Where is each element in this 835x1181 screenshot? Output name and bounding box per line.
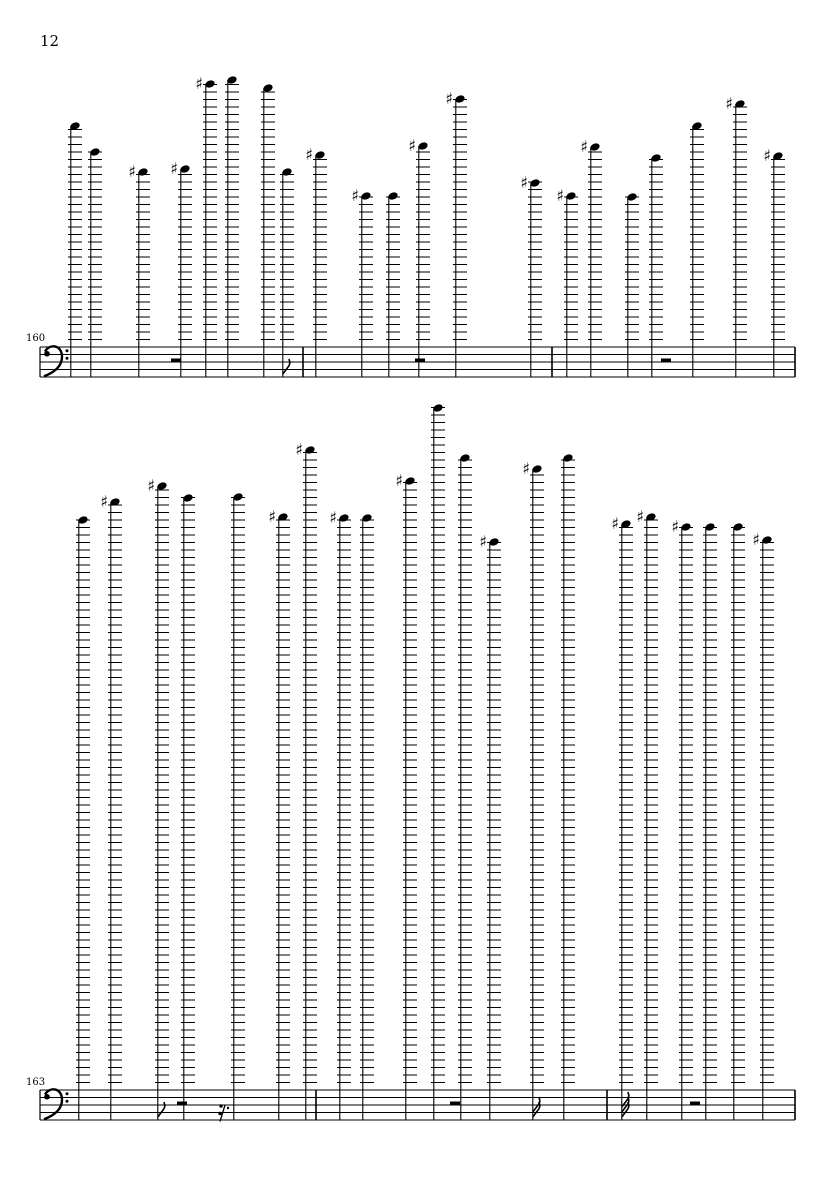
note [671,517,693,1120]
bass-clef-curve [44,346,62,376]
sharp-accidental: ♯ [636,507,644,526]
note [731,522,745,1120]
augmentation-dot [227,1107,229,1109]
bass-clef-dot [66,349,69,352]
sharp-accidental: ♯ [556,186,564,205]
note [181,493,195,1120]
sharp-accidental: ♯ [100,492,108,511]
sharp-accidental: ♯ [351,186,359,205]
sharp-accidental: ♯ [295,440,303,459]
bass-clef-curve [44,1089,62,1119]
note [225,75,239,377]
note [88,147,102,377]
bass-clef-dot [66,1092,69,1095]
note [76,515,90,1120]
half-rest [450,1102,460,1106]
bass-clef-icon [44,346,69,376]
note [295,440,317,1120]
note [280,167,294,377]
sharp-accidental: ♯ [671,517,679,536]
note [170,159,192,377]
sharp-accidental: ♯ [268,507,276,526]
rest-flag-dot [219,1104,222,1107]
note [611,514,633,1120]
note [725,94,747,377]
half-rest [661,359,671,363]
half-rest [177,1102,187,1106]
note [458,453,472,1120]
note [351,186,373,377]
sharp-accidental: ♯ [479,532,487,551]
half-rest [171,359,181,363]
bass-clef-icon [44,1089,69,1119]
note [329,508,351,1120]
sharp-accidental: ♯ [305,145,313,164]
note [360,513,374,1120]
note [195,74,217,377]
note [520,173,542,377]
note [395,471,417,1120]
sharp-accidental: ♯ [752,530,760,549]
note [752,530,774,1120]
note [636,507,658,1120]
note [445,89,467,377]
sharp-accidental: ♯ [147,476,155,495]
sharp-accidental: ♯ [725,94,733,113]
sharp-accidental: ♯ [520,173,528,192]
note-flag [283,359,290,374]
sharp-accidental: ♯ [329,508,337,527]
staff-system [0,0,835,400]
note [479,532,501,1120]
staff-system [0,400,835,1160]
sharp-accidental: ♯ [395,471,403,490]
note [386,191,400,377]
half-rest [690,1102,700,1106]
note [231,492,245,1120]
note [649,153,663,377]
bass-clef-dot [66,357,69,360]
measure-number: 163 [26,1077,46,1088]
half-rest [415,359,425,363]
note [100,492,122,1120]
note [128,162,150,377]
rest-flag-dot [218,1112,221,1115]
measure-number: 160 [26,333,46,344]
sharp-accidental: ♯ [522,459,530,478]
bass-clef-dot [66,1100,69,1103]
sharp-accidental: ♯ [195,74,203,93]
sharp-accidental: ♯ [763,146,771,165]
note [431,403,445,1120]
note [522,459,544,1120]
note [268,507,290,1120]
note [556,186,578,377]
note [68,121,82,377]
note-flag [158,1102,165,1117]
note [625,192,639,377]
note [703,522,717,1120]
sharp-accidental: ♯ [445,89,453,108]
sharp-accidental: ♯ [580,137,588,156]
bass-clef-dot [44,1094,50,1100]
sharp-accidental: ♯ [128,162,136,181]
note [147,476,169,1120]
note [561,453,575,1120]
note [408,136,430,377]
bass-clef-dot [44,351,50,357]
sharp-accidental: ♯ [408,136,416,155]
page-number: 12 [40,32,60,50]
note [580,137,602,377]
note [690,121,704,377]
note [305,145,327,377]
sharp-accidental: ♯ [611,514,619,533]
sharp-accidental: ♯ [170,159,178,178]
note [763,146,785,377]
note [261,83,275,377]
